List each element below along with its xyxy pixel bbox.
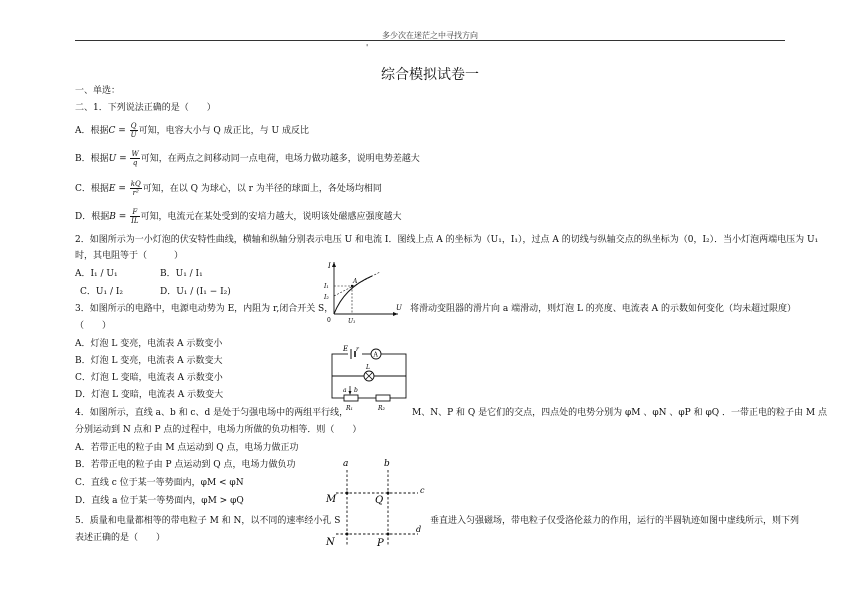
svg-text:A: A — [373, 351, 378, 359]
q1-option-d: D．根据B = $\frac{F}{IL}$ 可知，电流元在某处受到的安培力越大，说明该处磁感应强度越大 — [75, 208, 402, 225]
svg-text:Q: Q — [375, 495, 384, 506]
q3-option-c: C．灯泡 L 变暗，电流表 A 示数变小 — [75, 373, 223, 383]
q3-option-d: D．灯泡 L 变暗，电流表 A 示数变大 — [75, 390, 224, 400]
circuit-figure — [326, 342, 416, 414]
svg-text:I₂: I₂ — [324, 294, 329, 301]
point-a-label: A — [353, 278, 358, 285]
q1-option-a: A．根据C = $\frac{Q}{U}$ 可知，电容大小与 Q 成正比，与 U 成反比 — [75, 122, 309, 139]
svg-text:U₁: U₁ — [348, 318, 356, 325]
svg-text:M: M — [326, 494, 337, 505]
q1-stem: 二、1．下列说法正确的是（ ） — [75, 103, 216, 113]
stray-mark: ' — [366, 43, 369, 52]
q2-option-b: B．U₁ / I₁ — [160, 269, 203, 279]
svg-text:R₂: R₂ — [378, 405, 385, 412]
svg-text:0: 0 — [327, 317, 331, 324]
q3-stem-right: 将滑动变阻器的滑片向 a 端滑动，则灯泡 L 的亮度、电流表 A 的示数如何变化（均未超过限度） — [410, 304, 797, 314]
rheostat-r1 — [344, 395, 358, 401]
svg-text:a: a — [343, 459, 349, 469]
svg-text:N: N — [326, 537, 335, 548]
q4-stem-left: 4．如图所示，直线 a、b 和 c、d 是处于匀强电场中的两组平行线， — [75, 408, 349, 418]
svg-text:c: c — [420, 486, 425, 495]
q2-option-c: C．U₁ / I₂ — [80, 287, 123, 297]
q5-stem-left: 5．质量和电量都相等的带电粒子 M 和 N，以不同的速率经小孔 S — [75, 516, 341, 526]
q4-option-c: C．直线 c 位于某一等势面内，φM < φN — [75, 478, 244, 488]
q5-stem-right: 垂直进入匀强磁场，带电粒子仅受洛伦兹力的作用，运行的半圆轨迹如图中虚线所示，则下列 — [430, 516, 800, 526]
q2-stem-line1: 2．如图所示为一小灯泡的伏安特性曲线，横轴和纵轴分别表示电压 U 和电流 I．图线上点 A 的坐标为（U₁，I₁），过点 A 的切线与纵轴交点的纵坐标为（0，I₂）．当小灯泡两端电压为 U₁ — [75, 235, 819, 245]
q1-option-c: C．根据E = $\frac{kQ}{\text{r²}}$ 可知，在以 Q 为球心，以 r 为半径的球面上，各处场均相同 — [75, 180, 382, 197]
q4-stem-right: M、N、P 和 Q 是它们的交点，四点处的电势分别为 φM 、φN 、φP 和 φQ ．一带正电的粒子由 M 点 — [412, 408, 827, 418]
q1-option-b: B．根据U = $\frac{W}{q}$ 可知，在两点之间移动同一点电荷，电场力做功越多，说明电势差越大 — [75, 150, 420, 167]
q3-option-b: B．灯泡 L 变亮，电流表 A 示数变大 — [75, 356, 223, 366]
q2-option-a: A．I₁ / U₁ — [75, 269, 118, 279]
field-grid-figure — [320, 456, 430, 550]
q3-stem-paren: （ ） — [75, 321, 112, 331]
header-rule — [75, 40, 785, 41]
q4-stem-line2: 分别运动到 N 点和 P 点的过程中，电场力所做的负功相等．则（ ） — [75, 425, 362, 435]
svg-text:L: L — [366, 364, 370, 371]
svg-text:E: E — [343, 345, 349, 353]
axis-u-label: U — [396, 304, 402, 312]
fraction: $\frac{F}{IL}$ — [131, 208, 139, 225]
fraction: $\frac{Q}{U}$ — [130, 122, 137, 139]
page-header: 多少次在迷茫之中寻找方向 — [382, 31, 478, 40]
fraction: $\frac{kQ}{\text{r²}}$ — [130, 180, 141, 197]
svg-text:a: a — [343, 387, 347, 394]
axis-i-label: I — [328, 262, 331, 270]
fraction: $\frac{W}{q}$ — [131, 150, 139, 167]
svg-text:I₁: I₁ — [324, 283, 329, 290]
svg-text:b: b — [354, 387, 358, 394]
svg-text:d: d — [416, 525, 422, 534]
q3-option-a: A．灯泡 L 变亮，电流表 A 示数变小 — [75, 339, 223, 349]
svg-text:r: r — [356, 346, 359, 353]
svg-text:P: P — [377, 538, 384, 549]
page-title: 综合模拟试卷一 — [381, 67, 479, 83]
q2-option-d: D．U₁ / (I₁ − I₂) — [160, 287, 231, 297]
svg-text:b: b — [384, 459, 390, 469]
q4-option-d: D．直线 a 位于某一等势面内，φM > φQ — [75, 496, 244, 506]
section-heading: 一、单选： — [75, 86, 121, 96]
q4-option-b: B．若带正电的粒子由 P 点运动到 Q 点，电场力做负功 — [75, 460, 296, 470]
svg-text:R₁: R₁ — [346, 405, 353, 412]
q3-stem-left: 3．如图所示的电路中，电源电动势为 E，内阻为 r,闭合开关 S， — [75, 304, 334, 314]
q5-stem-line2: 表述正确的是（ ） — [75, 533, 166, 543]
iv-curve-figure — [322, 258, 408, 326]
resistor-r2 — [376, 395, 390, 401]
q4-option-a: A．若带正电的粒子由 M 点运动到 Q 点，电场力做正功 — [75, 443, 299, 453]
q2-stem-line2: 时，其电阻等于（ ） — [75, 251, 184, 261]
